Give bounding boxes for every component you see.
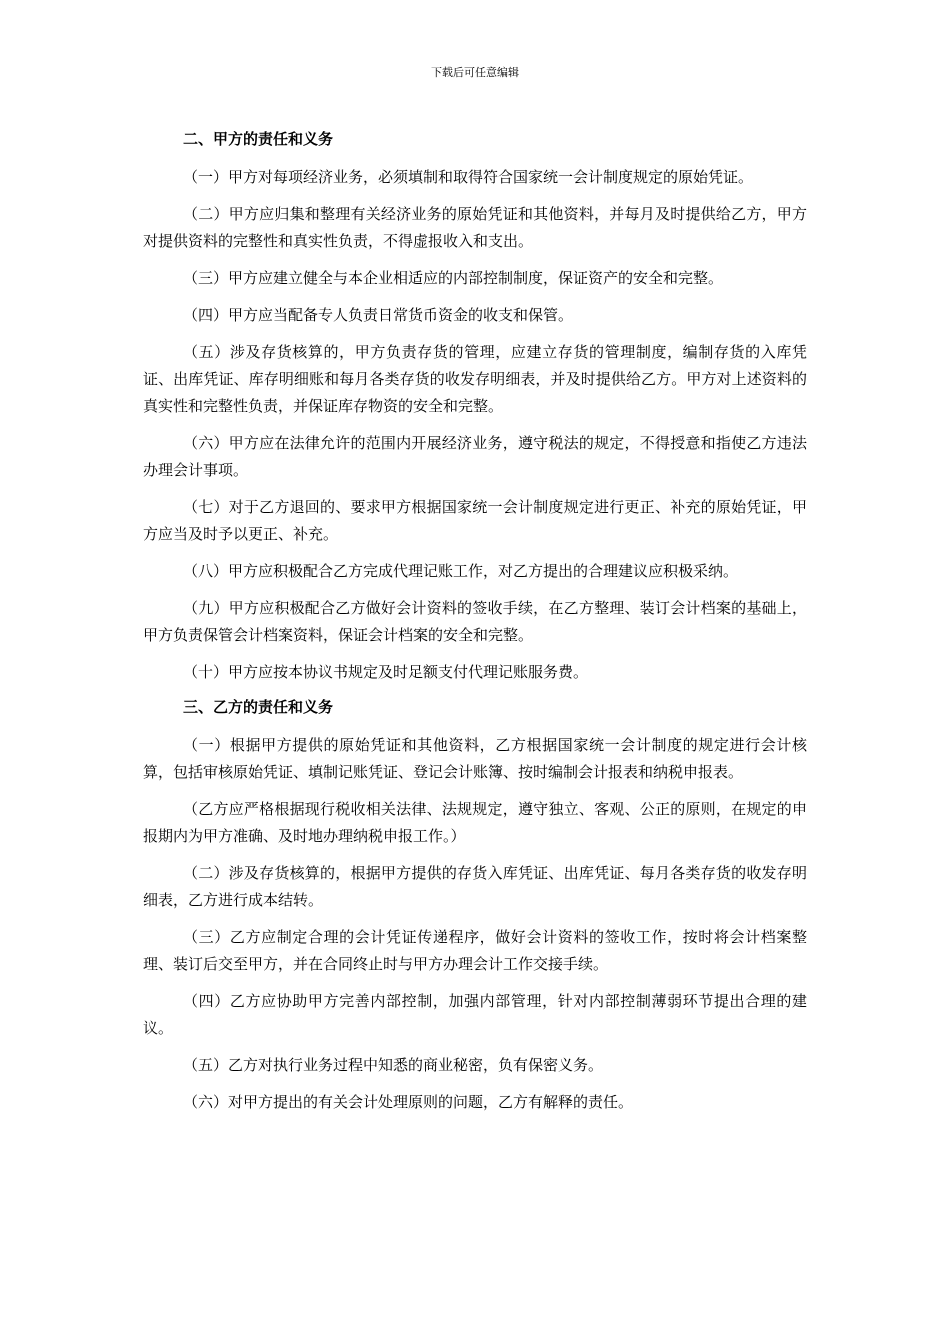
page-header: 下载后可任意编辑 [431,66,519,79]
party-a-clause-7: （七）对于乙方退回的、要求甲方根据国家统一会计制度规定进行更正、补充的原始凭证，甲方应当及时予以更正、补充。 [143,498,807,543]
section-heading-party-b: 三、乙方的责任和义务 [183,698,334,716]
party-a-clause-4: （四）甲方应当配备专人负责日常货币资金的收支和保管。 [183,306,574,324]
party-a-clause-3: （三）甲方应建立健全与本企业相适应的内部控制制度，保证资产的安全和完整。 [183,269,724,287]
party-b-clause-1: （一）根据甲方提供的原始凭证和其他资料，乙方根据国家统一会计制度的规定进行会计核算，包括审核原始凭证、填制记账凭证、登记会计账簿、按时编制会计报表和纳税申报表。 [143,736,807,781]
party-a-clause-5: （五）涉及存货核算的，甲方负责存货的管理，应建立存货的管理制度，编制存货的入库凭证、出库凭证、库存明细账和每月各类存货的收发存明细表，并及时提供给乙方。甲方对上述资料的真实性和完整性负责，并保证库存物资的安全和完整。 [143,343,807,415]
party-b-clause-4: （四）乙方应协助甲方完善内部控制，加强内部管理，针对内部控制薄弱环节提出合理的建议。 [143,992,807,1037]
party-a-clause-1: （一）甲方对每项经济业务，必须填制和取得符合国家统一会计制度规定的原始凭证。 [183,168,754,186]
party-b-clause-3: （三）乙方应制定合理的会计凭证传递程序，做好会计资料的签收工作，按时将会计档案整理、装订后交至甲方，并在合同终止时与甲方办理会计工作交接手续。 [143,928,807,973]
party-a-clause-9: （九）甲方应积极配合乙方做好会计资料的签收手续，在乙方整理、装订会计档案的基础上，甲方负责保管会计档案资料，保证会计档案的安全和完整。 [143,599,807,644]
section-heading-party-a: 二、甲方的责任和义务 [183,130,334,148]
party-b-clause-5: （五）乙方对执行业务过程中知悉的商业秘密，负有保密义务。 [183,1056,604,1074]
party-a-clause-6: （六）甲方应在法律允许的范围内开展经济业务，遵守税法的规定，不得授意和指使乙方违法办理会计事项。 [143,434,807,479]
party-a-clause-8: （八）甲方应积极配合乙方完成代理记账工作，对乙方提出的合理建议应积极采纳。 [183,562,739,580]
party-a-clause-2: （二）甲方应归集和整理有关经济业务的原始凭证和其他资料，并每月及时提供给乙方，甲方对提供资料的完整性和真实性负责，不得虚报收入和支出。 [143,205,807,250]
party-b-clause-2: （二）涉及存货核算的，根据甲方提供的存货入库凭证、出库凭证、每月各类存货的收发存明细表，乙方进行成本结转。 [143,864,807,909]
document-body [143,128,807,1126]
party-b-clause-1-note: （乙方应严格根据现行税收相关法律、法规规定，遵守独立、客观、公正的原则，在规定的申报期内为甲方准确、及时地办理纳税申报工作。） [143,800,807,845]
party-a-clause-10: （十）甲方应按本协议书规定及时足额支付代理记账服务费。 [183,663,589,681]
party-b-clause-6: （六）对甲方提出的有关会计处理原则的问题，乙方有解释的责任。 [183,1093,634,1111]
